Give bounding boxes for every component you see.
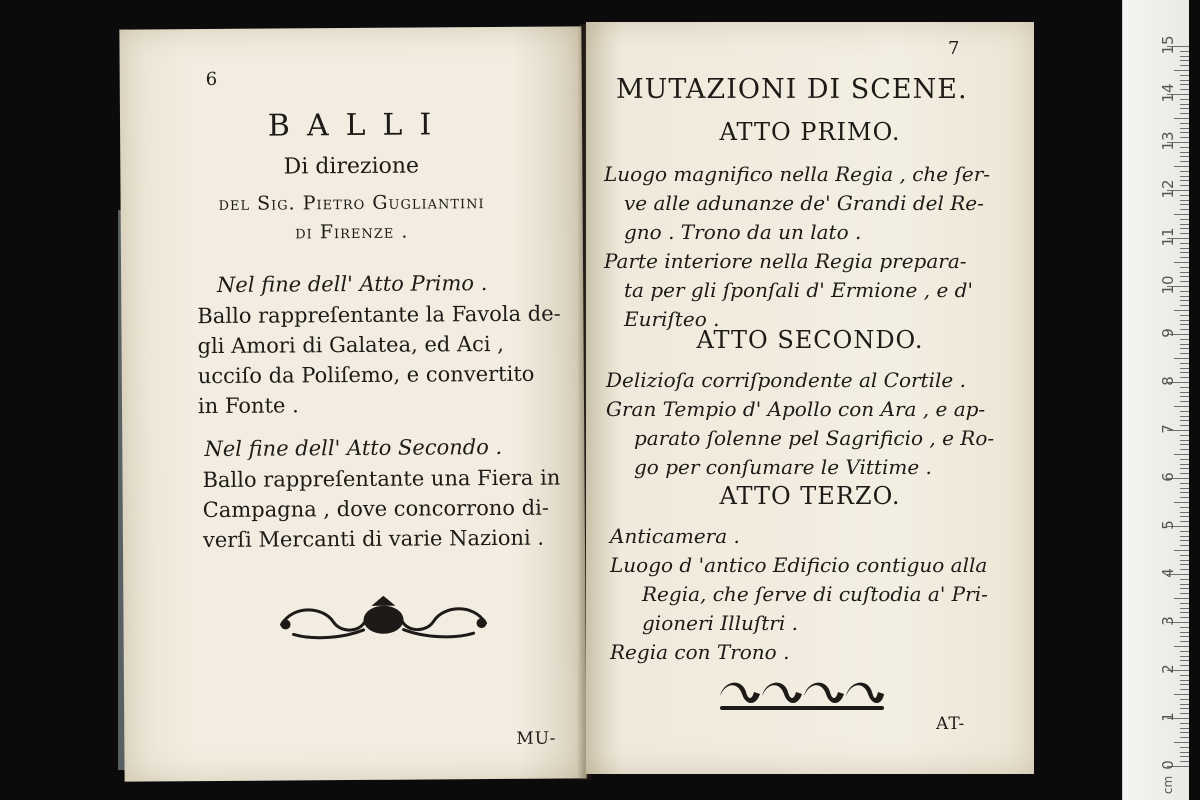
ruler-tick — [1180, 224, 1189, 225]
ruler-tick — [1174, 502, 1189, 503]
text-line: in Fonte . — [197, 393, 299, 419]
ruler-tick — [1180, 579, 1189, 580]
ruler-tick — [1180, 80, 1189, 81]
section1-title: Nel fine dell' Atto Primo . — [216, 271, 488, 297]
ruler-tick — [1180, 228, 1189, 229]
ruler-tick — [1174, 118, 1189, 119]
ruler-tick — [1180, 420, 1189, 421]
ruler-tick — [1180, 708, 1189, 709]
ruler-label: 5 — [1159, 520, 1177, 530]
ruler-tick — [1180, 516, 1189, 517]
ruler-tick — [1174, 550, 1189, 551]
ruler-tick — [1180, 536, 1189, 537]
ruler-tick — [1174, 358, 1189, 359]
ruler-tick — [1180, 492, 1189, 493]
ruler-label: 2 — [1159, 664, 1177, 674]
ruler-label: 10 — [1159, 275, 1177, 295]
ruler-tick — [1180, 723, 1189, 724]
ruler-tick — [1180, 272, 1189, 273]
ruler-tick — [1180, 372, 1189, 373]
ruler-tick — [1180, 416, 1189, 417]
ruler-tick — [1180, 680, 1189, 681]
ruler-tick — [1180, 200, 1189, 201]
ruler-label: 11 — [1159, 227, 1177, 247]
ruler-tick — [1180, 305, 1189, 306]
ruler-tick — [1180, 488, 1189, 489]
ruler-tick — [1180, 296, 1189, 297]
ruler-tick — [1180, 756, 1189, 757]
ruler-tick — [1180, 243, 1189, 244]
text-line: Luogo magnifico nella Regia , che ſer- — [604, 162, 991, 186]
act3-title: ATTO TERZO. — [719, 482, 901, 510]
ruler-tick — [1180, 603, 1189, 604]
ruler-tick — [1180, 248, 1189, 249]
text-line: Ballo rappreſentante la Favola de- — [197, 301, 561, 329]
ruler-tick — [1180, 660, 1189, 661]
ruler-tick — [1180, 627, 1189, 628]
ruler-tick — [1180, 233, 1189, 234]
ruler-tick — [1174, 262, 1189, 263]
ruler-tick — [1180, 684, 1189, 685]
ruler-tick — [1180, 99, 1189, 100]
act2-title: ATTO SECONDO. — [696, 326, 924, 354]
ruler-tick — [1180, 65, 1189, 66]
mutazioni-heading: MUTAZIONI DI SCENE. — [616, 74, 968, 105]
ruler-tick — [1180, 128, 1189, 129]
ruler-tick — [1180, 507, 1189, 508]
ruler-tick — [1180, 152, 1189, 153]
ruler-tick — [1180, 185, 1189, 186]
ruler-tick — [1180, 675, 1189, 676]
ruler-tick — [1180, 161, 1189, 162]
text-line: Regia, che ſerve di cuſtodia a' Pri- — [642, 582, 988, 606]
ruler-label: 8 — [1159, 376, 1177, 386]
ruler-tick — [1180, 651, 1189, 652]
text-line: Gran Tempio d' Apollo con Ara , e ap- — [606, 397, 986, 421]
ruler-tick — [1180, 737, 1189, 738]
text-line: Euriſteo . — [624, 307, 720, 331]
ruler-tick — [1174, 166, 1189, 167]
ruler-tick — [1180, 531, 1189, 532]
floral-ornament-icon — [273, 593, 493, 645]
ruler-tick — [1180, 641, 1189, 642]
ruler-tick — [1180, 521, 1189, 522]
ruler-tick — [1180, 257, 1189, 258]
ruler-tick — [1180, 315, 1189, 316]
ruler-tick — [1180, 608, 1189, 609]
text-line: Luogo d 'antico Edificio contiguo alla — [610, 553, 988, 577]
ruler-tick — [1180, 761, 1189, 762]
act1-paragraph — [604, 160, 990, 334]
ruler-tick — [1180, 387, 1189, 388]
ruler-tick — [1180, 113, 1189, 114]
page-number-left: 6 — [205, 68, 218, 91]
ruler-tick — [1180, 497, 1189, 498]
act3-paragraph — [610, 522, 988, 667]
ruler-tick — [1180, 267, 1189, 268]
ruler-tick — [1180, 320, 1189, 321]
ruler-label: 1 — [1159, 712, 1177, 722]
text-line: gli Amori di Galatea, ed Aci , — [197, 331, 505, 359]
ruler-tick — [1180, 747, 1189, 748]
ruler-tick — [1180, 147, 1189, 148]
ruler-tick — [1180, 444, 1189, 445]
ruler-tick — [1180, 459, 1189, 460]
left-page — [119, 26, 586, 781]
ruler-tick — [1174, 454, 1189, 455]
ruler-tick — [1180, 425, 1189, 426]
ruler-tick — [1180, 176, 1189, 177]
ruler-tick — [1180, 588, 1189, 589]
ruler-tick — [1180, 396, 1189, 397]
ruler-tick — [1180, 440, 1189, 441]
ruler-tick — [1174, 646, 1189, 647]
ruler-tick — [1180, 300, 1189, 301]
text-line: gno . Trono da un lato . — [624, 220, 862, 244]
text-line: ta per gli ſponſali d' Ermione , e d' — [624, 278, 973, 302]
ruler-tick — [1180, 377, 1189, 378]
ruler-tick — [1180, 180, 1189, 181]
ruler-tick — [1180, 468, 1189, 469]
ruler-tick — [1180, 56, 1189, 57]
ruler-tick — [1174, 406, 1189, 407]
ruler-tick — [1180, 584, 1189, 585]
ruler-tick — [1180, 329, 1189, 330]
ruler-tick — [1180, 51, 1189, 52]
ruler-tick — [1180, 348, 1189, 349]
ruler-tick — [1180, 560, 1189, 561]
text-line: ucciſo da Poliſemo, e convertito — [197, 361, 535, 389]
ruler-tick — [1180, 617, 1189, 618]
ruler-tick — [1174, 70, 1189, 71]
ruler-label: 3 — [1159, 616, 1177, 626]
text-line: parato ſolenne pel Sagrificio , e Ro- — [634, 426, 995, 450]
ruler-tick — [1180, 324, 1189, 325]
ruler-tick — [1174, 310, 1189, 311]
ruler-label: 13 — [1159, 131, 1177, 151]
direzione-subheading: Di direzione — [283, 153, 420, 180]
ruler-tick — [1180, 291, 1189, 292]
section2-title: Nel fine dell' Atto Secondo . — [204, 434, 503, 462]
ruler-label: 15 — [1159, 35, 1177, 55]
ruler-tick — [1174, 694, 1189, 695]
ruler-tick — [1174, 214, 1189, 215]
ruler-tick — [1180, 665, 1189, 666]
ruler-tick — [1180, 276, 1189, 277]
ruler-tick — [1180, 363, 1189, 364]
act2-paragraph — [606, 366, 994, 482]
ruler-tick — [1180, 636, 1189, 637]
ruler-tick — [1180, 353, 1189, 354]
ruler-tick — [1180, 156, 1189, 157]
ruler-tick — [1180, 195, 1189, 196]
ruler-tick — [1180, 752, 1189, 753]
ruler-tick — [1180, 449, 1189, 450]
ruler-tick — [1180, 464, 1189, 465]
ruler-tick — [1180, 60, 1189, 61]
ruler-tick — [1180, 713, 1189, 714]
ruler-tick — [1180, 344, 1189, 345]
ruler-tick — [1180, 435, 1189, 436]
ruler-label: 14 — [1159, 83, 1177, 103]
ruler-tick — [1180, 104, 1189, 105]
ruler-label: 12 — [1159, 179, 1177, 199]
section2-paragraph — [202, 463, 560, 555]
ruler-tick — [1180, 204, 1189, 205]
ruler-tick — [1180, 689, 1189, 690]
ruler-tick — [1180, 632, 1189, 633]
text-line: Delizioſa corriſpondente al Cortile . — [606, 368, 966, 392]
ruler-tick — [1180, 512, 1189, 513]
ruler-tick — [1174, 598, 1189, 599]
ruler-tick — [1180, 209, 1189, 210]
ruler-tick — [1180, 368, 1189, 369]
ruler-tick — [1180, 593, 1189, 594]
ornament-band-icon — [716, 678, 886, 714]
ruler-tick — [1180, 281, 1189, 282]
ruler-tick — [1180, 732, 1189, 733]
ruler-tick — [1180, 75, 1189, 76]
ruler-tick — [1180, 392, 1189, 393]
act1-title: ATTO PRIMO. — [719, 118, 901, 146]
text-line: Parte interiore nella Regia prepara- — [604, 249, 967, 273]
text-line: Campagna , dove concorrono di- — [202, 495, 549, 523]
ruler-label: 4 — [1159, 568, 1177, 578]
ruler-tick — [1180, 401, 1189, 402]
ruler-tick — [1180, 89, 1189, 90]
author-line-1: del Sig. Pietro Gugliantini — [218, 191, 485, 215]
text-line: ve alle adunanze de' Grandi del Re- — [624, 191, 984, 215]
ruler-tick — [1180, 108, 1189, 109]
text-line: Ballo rappreſentante una Fiera in — [202, 465, 561, 493]
text-line: go per conſumare le Vittime . — [634, 455, 932, 479]
ruler-tick — [1180, 612, 1189, 613]
ruler-tick — [1180, 545, 1189, 546]
page-number-right: 7 — [948, 38, 960, 59]
ruler-tick — [1180, 132, 1189, 133]
ruler-tick — [1180, 84, 1189, 85]
ruler-tick — [1180, 564, 1189, 565]
ruler-tick — [1180, 171, 1189, 172]
section1-paragraph — [197, 299, 561, 422]
ruler-tick — [1180, 728, 1189, 729]
ruler-tick — [1180, 473, 1189, 474]
text-line: Regia con Trono . — [610, 640, 790, 664]
ruler-tick — [1180, 252, 1189, 253]
catchword-right: AT- — [936, 714, 966, 734]
ruler-label: 9 — [1159, 328, 1177, 338]
ruler-tick — [1180, 483, 1189, 484]
ruler-tick — [1180, 569, 1189, 570]
ruler-tick — [1180, 123, 1189, 124]
ruler-tick — [1180, 555, 1189, 556]
ruler-unit: cm — [1161, 775, 1175, 795]
ruler-tick — [1180, 540, 1189, 541]
ruler-label: 0 — [1159, 760, 1177, 770]
measurement-ruler — [1122, 0, 1189, 800]
author-line-2: di Firenze . — [295, 220, 409, 244]
right-page — [586, 22, 1034, 774]
ruler-tick — [1180, 339, 1189, 340]
ruler-tick — [1180, 137, 1189, 138]
ruler-tick — [1174, 742, 1189, 743]
balli-heading: BALLI — [267, 107, 449, 144]
ruler-tick — [1180, 656, 1189, 657]
text-line: gioneri Illuſtri . — [642, 611, 798, 635]
ruler-label: 7 — [1159, 424, 1177, 434]
ruler-label: 6 — [1159, 472, 1177, 482]
ruler-tick — [1180, 219, 1189, 220]
ruler-tick — [1180, 411, 1189, 412]
ruler-tick — [1180, 704, 1189, 705]
text-line: Anticamera . — [610, 524, 740, 548]
text-line: verſi Mercanti di varie Nazioni . — [202, 525, 545, 553]
catchword-left: MU- — [516, 728, 557, 749]
ruler-tick — [1180, 699, 1189, 700]
